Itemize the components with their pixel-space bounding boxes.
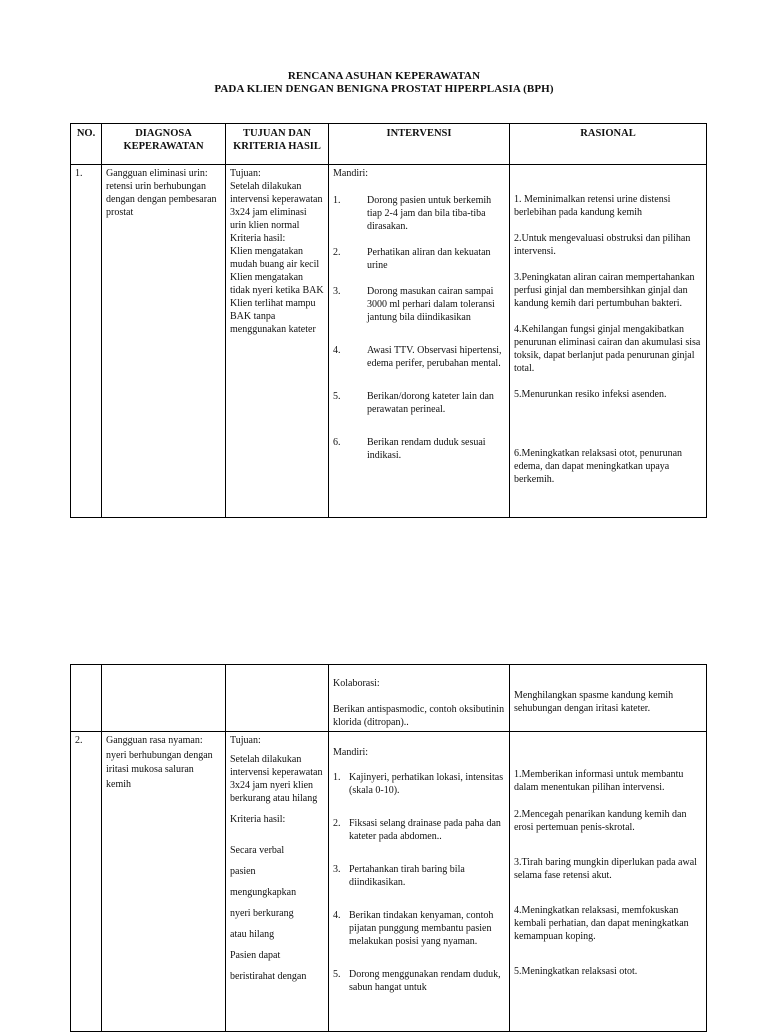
criteria-item: Klien mengatakan tidak nyeri ketika BAK [230,272,324,296]
criteria-item: Klien mengatakan mudah buang air kecil [230,246,320,270]
item-text: Berikan tindakan kenyaman, contoh pijatan punggung membantu pasien melakukan posisi yang nyaman. [349,910,494,947]
intervention-cell [329,732,510,1032]
goal-label: Tujuan: [230,168,261,179]
row-number: 2. [71,732,102,1032]
diagnosis-cell: Gangguan rasa nyaman: nyeri berhubungan dengan iritasi mukosa saluran kemih [102,732,226,1032]
care-plan-table-2 [70,664,707,1032]
criteria-item: beristirahat dengan [230,971,307,982]
list-item [333,344,505,370]
document-title-line1: RENCANA ASUHAN KEPERAWATAN [287,70,481,82]
list-item [333,968,505,994]
rationale-item: 5.Meningkatkan relaksasi otot. [514,966,638,977]
rationale-item: 3.Tirah baring mungkin diperlukan pada awal selama fase retensi akut. [514,857,697,881]
criteria-item: Pasien dapat [230,950,281,961]
header-no: NO. [71,124,102,165]
rationale-item: 5.Menurunkan resiko infeksi asenden. [514,389,667,400]
item-number: 6. [333,437,341,448]
item-number: 2. [333,818,341,829]
rationale-item: 2.Mencegah penarikan kandung kemih dan erosi pertemuan penis-skrotal. [514,809,687,833]
item-number: 1. [333,772,341,783]
table-row [71,732,707,1032]
care-plan-table-1 [70,123,707,518]
item-text: Perhatikan aliran dan kekuatan urine [367,247,491,271]
item-number: 5. [333,969,341,980]
collaboration-rationale-cell [510,665,707,732]
list-item [333,771,505,797]
mandiri-label: Mandiri: [333,747,368,758]
list-item [333,863,505,889]
rationale-cell [510,732,707,1032]
document-title-line2: PADA KLIEN DENGAN BENIGNA PROSTAT HIPERPLASIA (BPH) [214,83,554,95]
goal-text: Setelah dilakukan intervensi keperawatan 3x24 jam eliminasi urin klien normal [230,181,323,231]
criteria-list [230,840,324,987]
item-number: 3. [333,286,341,297]
rationale-item: 4.Kehilangan fungsi ginjal mengakibatkan penurunan eliminasi cairan dan akumulasi sisa toksik, dapat berlanjut pada penurunan ginjal total. [514,324,701,374]
rationale-item: 1.Memberikan informasi untuk membantu dalam menentukan pilihan intervensi. [514,769,684,793]
rationale-item: Menghilangkan spasme kandung kemih sehubungan dengan iritasi kateter. [514,690,674,714]
list-item [333,285,505,324]
header-diagnosa: DIAGNOSA KEPERAWATAN [102,124,226,165]
criteria-item: nyeri berkurang [230,908,294,919]
item-text: Dorong menggunakan rendam duduk, sabun hangat untuk [349,969,501,993]
goal-cell [226,732,329,1032]
header-tujuan: TUJUAN DAN KRITERIA HASIL [226,124,329,165]
header-intervensi: INTERVENSI [329,124,510,165]
criteria-item: atau hilang [230,929,275,940]
table-row [71,665,707,732]
criteria-item: mengungkapkan [230,887,297,898]
item-number: 5. [333,391,341,402]
item-number: 3. [333,864,341,875]
criteria-item: pasien [230,866,256,877]
item-text: Berikan rendam duduk sesuai indikasi. [367,437,486,461]
list-item [333,390,505,416]
item-number: 4. [333,910,341,921]
rationale-item: 3.Peningkatan aliran cairan mempertahankan perfusi ginjal dan membersihkan ginjal dan kandung kemih dari pertumbuhan bakteri. [514,272,695,309]
kolaborasi-label: Kolaborasi: [333,678,380,689]
table-row [71,165,707,518]
item-number: 1. [333,195,341,206]
criteria-item: Klien terlihat mampu BAK tanpa menggunakan kateter [230,298,316,335]
item-text: Fiksasi selang drainase pada paha dan kateter pada abdomen.. [349,818,501,842]
item-text: Kajinyeri, perhatikan lokasi, intensitas (skala 0-10). [349,772,504,796]
item-number: 4. [333,345,341,356]
header-row [71,124,707,165]
collaboration-cell [329,665,510,732]
item-text: Dorong pasien untuk berkemih tiap 2-4 jam dan bila tiba-tiba dirasakan. [367,195,492,232]
goal-text: Setelah dilakukan intervensi keperawatan 3x24 jam nyeri klien berkurang atau hilang [230,754,323,804]
list-item [333,246,505,272]
kolaborasi-text: Berikan antispasmodic, contoh oksibutinin klorida (ditropan).. [333,704,505,728]
item-text: Pertahankan tirah baring bila diindikasikan. [349,864,465,888]
criteria-label: Kriteria hasil: [230,814,286,825]
criteria-label: Kriteria hasil: [230,233,286,244]
row-number: 1. [71,165,102,518]
list-item [333,194,505,233]
list-item [333,817,505,843]
header-rasional: RASIONAL [510,124,707,165]
item-text: Awasi TTV. Observasi hipertensi, edema perifer, perubahan mental. [367,345,502,369]
goal-cell [226,165,329,518]
list-item [333,436,505,462]
goal-label: Tujuan: [230,735,261,746]
rationale-cell [510,165,707,518]
diagnosis-cell: Gangguan eliminasi urin: retensi urin berhubungan dengan dengan pembesaran prostat [102,165,226,518]
intervention-cell [329,165,510,518]
criteria-item: Secara verbal [230,845,285,856]
rationale-item: 1. Meminimalkan retensi urine distensi berlebihan pada kandung kemih [514,194,671,218]
rationale-item: 4.Meningkatkan relaksasi, memfokuskan kembali perhatian, dan dapat meningkatkan kemampuan koping. [514,905,689,942]
rationale-item: 2.Untuk mengevaluasi obstruksi dan pilihan intervensi. [514,233,691,257]
rationale-item: 6.Meningkatkan relaksasi otot, penurunan edema, dan dapat meningkatkan upaya berkemih. [514,448,683,485]
list-item [333,909,505,948]
mandiri-label: Mandiri: [333,168,368,179]
item-text: Dorong masukan cairan sampai 3000 ml perhari dalam toleransi jantung bila diindikasikan [367,286,495,323]
item-text: Berikan/dorong kateter lain dan perawatan perineal. [367,391,494,415]
item-number: 2. [333,247,341,258]
